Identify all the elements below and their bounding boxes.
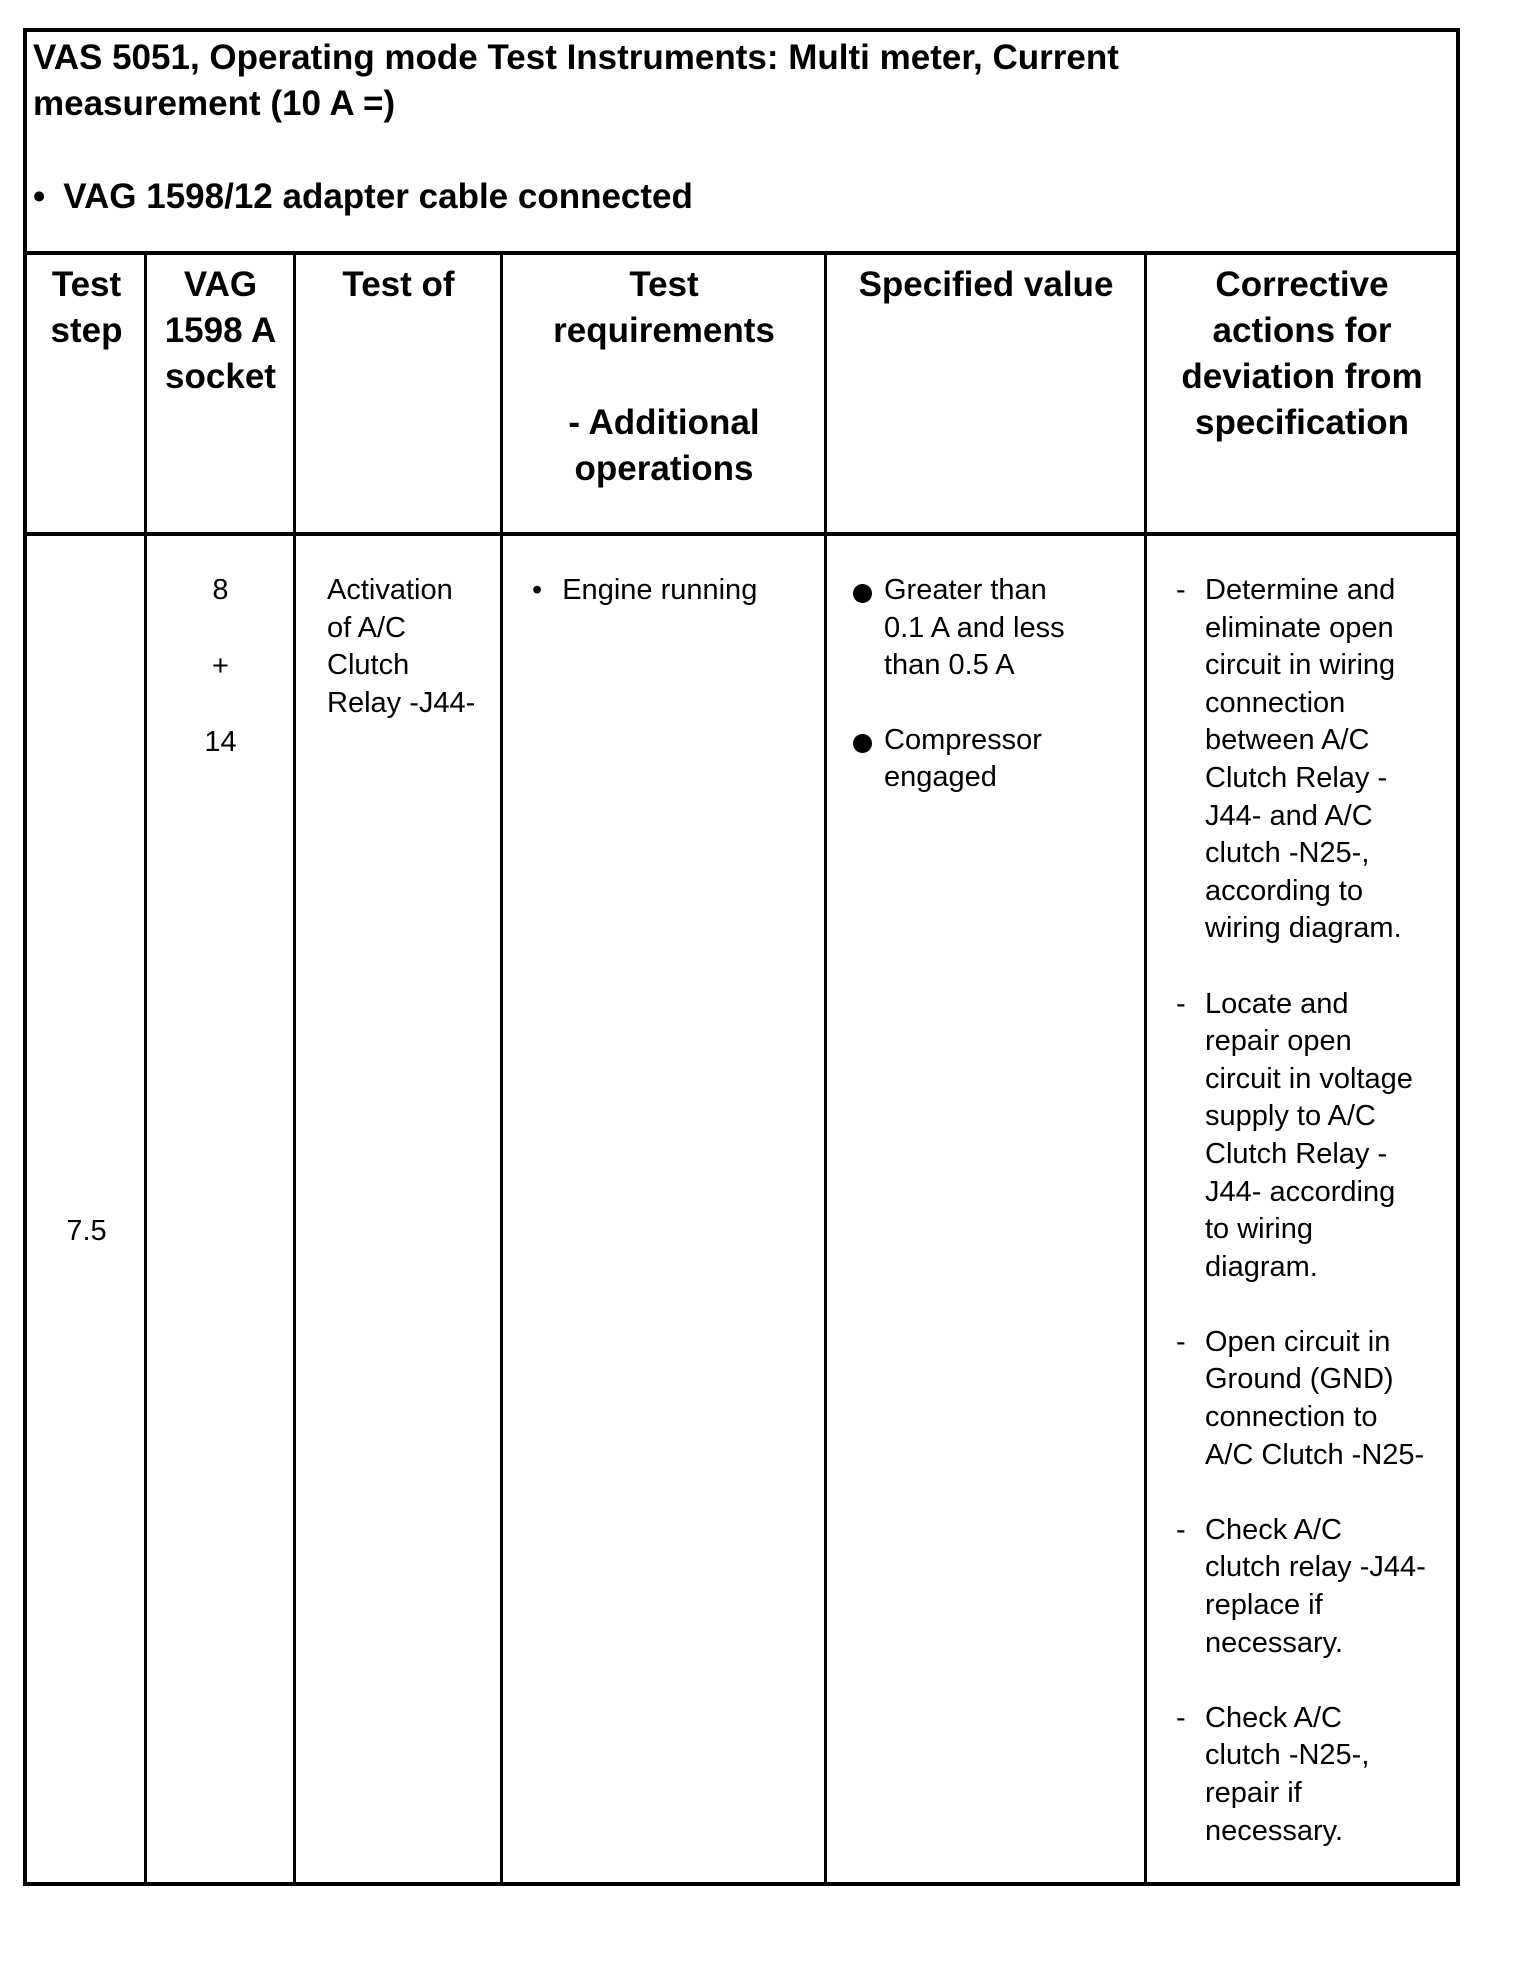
- column-divider: [824, 255, 827, 1882]
- column-header-specified-value: Specified value: [858, 265, 1114, 304]
- corrective-actions: [1176, 572, 1455, 1888]
- bullet-dot-icon: [853, 734, 872, 753]
- specified-item: Compressor engaged: [884, 722, 1139, 797]
- operating-mode-title: VAS 5051, Operating mode Test Instruments: Multi meter, Current measurement (10 A =): [33, 38, 1119, 123]
- column-header-socket: VAG 1598 A socket: [164, 265, 277, 396]
- column-header-test-step: Test step: [50, 265, 123, 350]
- column-divider: [293, 255, 296, 1882]
- column-header-test-of: Test of: [342, 265, 455, 304]
- action-item: - Locate and repair open circuit in voltage supply to A/C Clutch Relay - J44- according to wiring diagram.: [1176, 987, 1413, 1283]
- test-requirement: [532, 572, 822, 610]
- column-divider: [1144, 255, 1147, 1882]
- table-header-block: [27, 32, 1456, 255]
- action-item: - Check A/C clutch -N25-, repair if necessary.: [1176, 1701, 1370, 1847]
- bullet-dot-icon: [853, 584, 872, 603]
- test-table: [23, 28, 1460, 1886]
- specified-item: Greater than 0.1 A and less than 0.5 A: [884, 572, 1139, 685]
- test-of-text: Activation of A/C Clutch Relay -J44-: [327, 574, 476, 719]
- test-step-value: 7.5: [66, 1215, 107, 1247]
- socket-number: 8: [212, 574, 229, 606]
- action-item: - Determine and eliminate open circuit in wiring connection between A/C Clutch Relay - J44- and A/C clutch -N25-, according to wiring diagram.: [1176, 574, 1402, 945]
- action-item: - Open circuit in Ground (GND) connection to A/C Clutch -N25-: [1176, 1325, 1425, 1471]
- socket-plus: +: [212, 650, 229, 682]
- requirement-text: Engine running: [562, 574, 758, 606]
- column-header-requirements: Test requirements - Additional operations: [553, 265, 775, 488]
- column-divider: [144, 255, 147, 1882]
- condition-bullet: •: [33, 177, 46, 216]
- header-row-divider: [27, 532, 1456, 536]
- condition-text: VAG 1598/12 adapter cable connected: [63, 177, 693, 216]
- socket-number: 14: [204, 726, 237, 758]
- socket-values: [146, 572, 295, 800]
- column-header-corrective-actions: Corrective actions for deviation from specification: [1181, 265, 1423, 442]
- action-item: - Check A/C clutch relay -J44- replace if necessary.: [1176, 1513, 1426, 1659]
- requirement-bullet: •: [532, 574, 543, 606]
- specified-values: [884, 572, 1139, 797]
- connection-condition: [33, 174, 693, 220]
- column-divider: [500, 255, 503, 1882]
